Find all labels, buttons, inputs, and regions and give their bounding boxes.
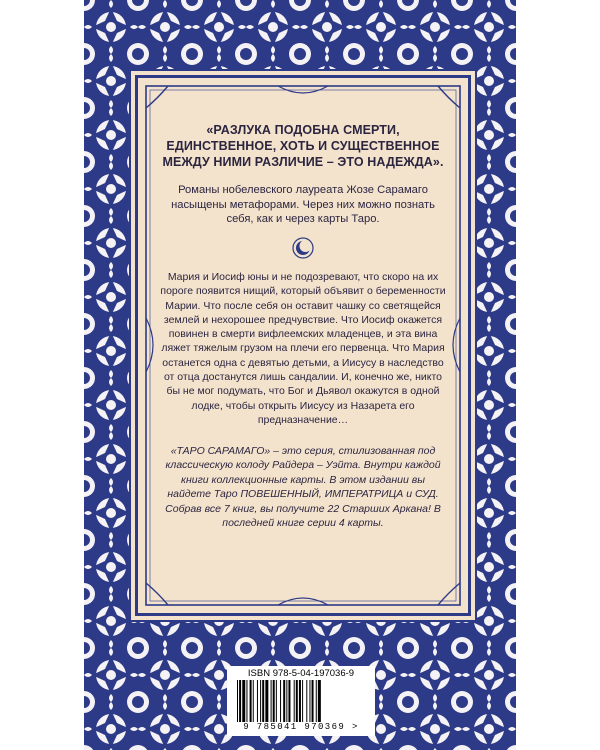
barcode-digits: 9 785041 970369 >: [243, 722, 359, 732]
intro-paragraph: Романы нобелевского лауреата Жозе Сарамаго насыщены метафорами. Через них можно познать себя, как и через карты Таро.: [171, 184, 435, 225]
epigraph-quote: «РАЗЛУКА ПОДОБНА СМЕРТИ, ЕДИНСТВЕННОЕ, ХОТЬ И СУЩЕСТВЕННОЕ МЕЖДУ НИМИ РАЗЛИЧИЕ – ЭТО НАДЕЖДА».: [162, 123, 444, 169]
barcode-bars: [235, 680, 365, 722]
crescent-moon-icon: [292, 237, 314, 259]
text-panel: [135, 75, 471, 616]
series-description: «ТАРО САРАМАГО» – это серия, стилизованная под классическую колоду Райдера – Уэйта. Внутри каждой книги коллекционные карты. В этом издании вы найдете Таро ПОВЕШЕННЫЙ, ИМПЕРАТРИЦА и СУД. Собрав все 7 книг, вы получите 22 Старших Аркана! В последней книге серии 4 карты.: [165, 445, 441, 530]
synopsis-paragraph: Мария и Иосиф юны и не подозревают, что скоро на их пороге появится нищий, который объявит о беременности Марии. Что после себя он оставит чашку со светящейся землей и нехорошее предчувствие. Что Иосиф окажется повинен в смерти вифлеемских младенцев, и эта вина ляжет тяжелым грузом на плечи его первенца. Что Мария останется одна с девятью детьми, а Иисусу в наследство от отца достанутся лишь сандалии. И, конечно же, никто бы не мог подумать, что Бог и Дьявол окажутся в одной лодке, чтобы открыть Иисусу из Назарета его предназначение…: [160, 271, 446, 426]
isbn-barcode: [227, 666, 375, 736]
isbn-label: ISBN 978-5-04-197036-9: [247, 668, 355, 679]
